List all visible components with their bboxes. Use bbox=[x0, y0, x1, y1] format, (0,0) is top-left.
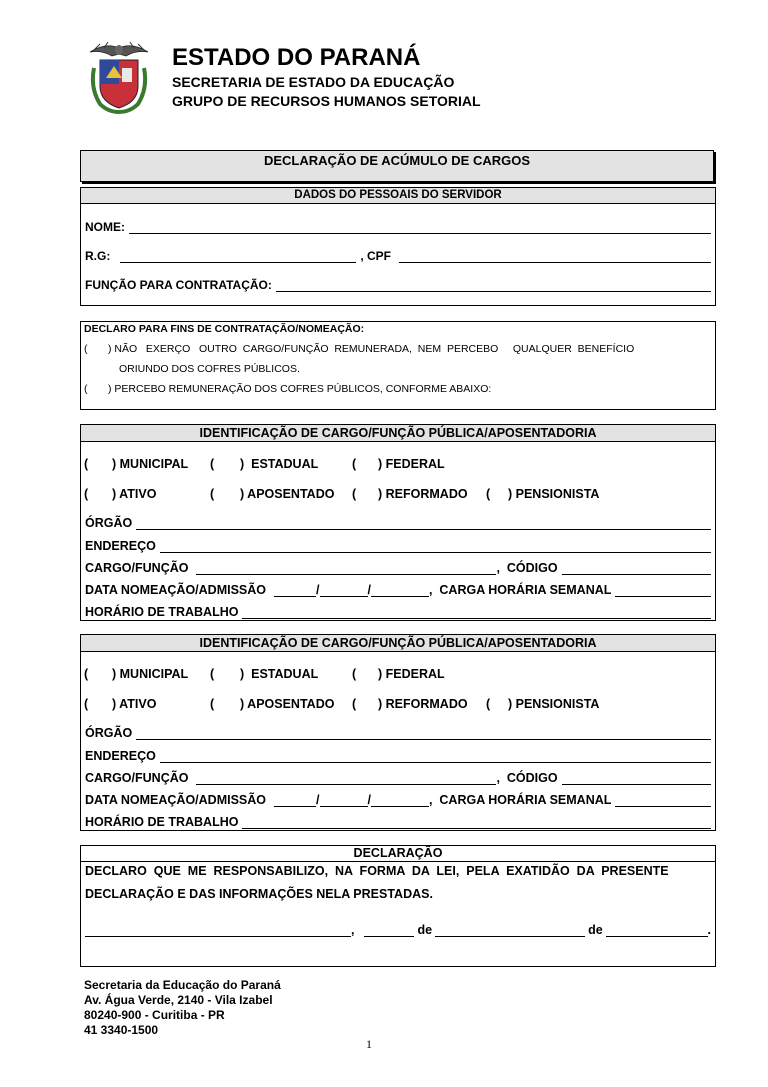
final-declaration-heading: DECLARAÇÃO bbox=[81, 846, 715, 862]
pensionista-checkbox-2[interactable]: ( bbox=[486, 697, 491, 711]
declare-heading: DECLARO PARA FINS DE CONTRATAÇÃO/NOMEAÇÃO: bbox=[84, 323, 365, 335]
carga-label-2: , CARGA HORÁRIA SEMANAL bbox=[428, 793, 612, 807]
de-label: de bbox=[417, 923, 433, 937]
endereco-label-1: ENDEREÇO bbox=[85, 539, 156, 553]
day-field-1[interactable] bbox=[274, 586, 316, 597]
declaration-options-section bbox=[80, 321, 716, 410]
aposentado-checkbox-1[interactable]: ( bbox=[210, 487, 215, 501]
cargo-section-2 bbox=[80, 634, 716, 831]
orgao-field-2[interactable] bbox=[136, 728, 711, 740]
de-label: de bbox=[588, 923, 603, 937]
reformado-label-1: ) REFORMADO bbox=[378, 487, 468, 501]
sign-month-field[interactable] bbox=[435, 926, 585, 937]
estadual-label-2: ) ESTADUAL bbox=[240, 667, 319, 681]
reformado-checkbox-1[interactable]: ( bbox=[352, 487, 357, 501]
ativo-checkbox-2[interactable]: ( bbox=[84, 697, 89, 711]
cpf-label: , CPF bbox=[360, 249, 392, 263]
endereco-label-2: ENDEREÇO bbox=[85, 749, 156, 763]
date-separator: / bbox=[316, 793, 320, 807]
carga-field-1[interactable] bbox=[615, 585, 711, 597]
municipal-checkbox-1[interactable]: ( bbox=[84, 457, 89, 471]
document-title: DECLARAÇÃO DE ACÚMULO DE CARGOS bbox=[263, 153, 531, 168]
ativo-label-2: ) ATIVO bbox=[112, 697, 157, 711]
data-nomeacao-label-1: DATA NOMEAÇÃO/ADMISSÃO bbox=[85, 583, 267, 597]
sign-year-field[interactable] bbox=[606, 925, 708, 937]
comma: , bbox=[351, 923, 355, 937]
estadual-checkbox-2[interactable]: ( bbox=[210, 667, 215, 681]
cpf-field[interactable] bbox=[399, 251, 711, 263]
name-field[interactable] bbox=[129, 222, 711, 234]
footer-address: Av. Água Verde, 2140 - Vila Izabel bbox=[84, 993, 273, 1007]
final-declaration-text-2: DECLARAÇÃO E DAS INFORMAÇÕES NELA PRESTADAS. bbox=[85, 887, 433, 901]
option-no-text: ) NÃO EXERÇO OUTRO CARGO/FUNÇÃO REMUNERADA, NEM PERCEBO QUALQUER BENEFÍCIO bbox=[108, 343, 635, 355]
horario-field-2[interactable] bbox=[242, 817, 711, 829]
federal-checkbox-2[interactable]: ( bbox=[352, 667, 357, 681]
date-separator: / bbox=[367, 793, 371, 807]
codigo-label-1: , CÓDIGO bbox=[496, 561, 558, 575]
date-separator: / bbox=[316, 583, 320, 597]
horario-field-1[interactable] bbox=[242, 607, 711, 619]
cargo-heading-2: IDENTIFICAÇÃO DE CARGO/FUNÇÃO PÚBLICA/APOSENTADORIA bbox=[81, 635, 715, 652]
date-separator: / bbox=[367, 583, 371, 597]
sign-day-field[interactable] bbox=[364, 926, 414, 937]
footer-phone: 41 3340-1500 bbox=[84, 1023, 159, 1037]
final-declaration-section bbox=[80, 845, 716, 967]
final-declaration-text-1: DECLARO QUE ME RESPONSABILIZO, NA FORMA DA LEI, PELA EXATIDÃO DA PRESENTE bbox=[85, 864, 669, 878]
rg-field[interactable] bbox=[120, 252, 356, 263]
data-nomeacao-label-2: DATA NOMEAÇÃO/ADMISSÃO bbox=[85, 793, 267, 807]
aposentado-label-2: ) APOSENTADO bbox=[240, 697, 335, 711]
cargo-heading-1: IDENTIFICAÇÃO DE CARGO/FUNÇÃO PÚBLICA/APOSENTADORIA bbox=[81, 425, 715, 442]
estadual-checkbox-1[interactable]: ( bbox=[210, 457, 215, 471]
month-field-2[interactable] bbox=[320, 796, 368, 807]
endereco-field-2[interactable] bbox=[160, 751, 711, 763]
personal-data-section bbox=[80, 187, 716, 306]
federal-label-1: ) FEDERAL bbox=[378, 457, 445, 471]
ativo-label-1: ) ATIVO bbox=[112, 487, 157, 501]
endereco-field-1[interactable] bbox=[160, 541, 711, 553]
parana-coat-of-arms bbox=[86, 38, 152, 114]
orgao-label-2: ÓRGÃO bbox=[85, 726, 133, 740]
estadual-label-1: ) ESTADUAL bbox=[240, 457, 319, 471]
function-field[interactable] bbox=[276, 280, 711, 292]
footer-postal: 80240-900 - Curitiba - PR bbox=[84, 1008, 225, 1022]
municipal-label-1: ) MUNICIPAL bbox=[112, 457, 189, 471]
cargo-funcao-label-2: CARGO/FUNÇÃO bbox=[85, 771, 189, 785]
cargo-funcao-field-1[interactable] bbox=[196, 564, 496, 575]
carga-field-2[interactable] bbox=[615, 795, 711, 807]
cargo-funcao-label-1: CARGO/FUNÇÃO bbox=[85, 561, 189, 575]
carga-label-1: , CARGA HORÁRIA SEMANAL bbox=[428, 583, 612, 597]
codigo-label-2: , CÓDIGO bbox=[496, 771, 558, 785]
option-yes-checkbox[interactable]: ( bbox=[84, 383, 88, 395]
secretariat-title: SECRETARIA DE ESTADO DA EDUCAÇÃO bbox=[172, 74, 455, 90]
function-label: FUNÇÃO PARA CONTRATAÇÃO: bbox=[85, 278, 272, 292]
document-title-box bbox=[80, 150, 714, 182]
option-no-text-cont: ORIUNDO DOS COFRES PÚBLICOS. bbox=[119, 363, 300, 375]
codigo-field-1[interactable] bbox=[562, 563, 711, 575]
year-field-2[interactable] bbox=[371, 796, 429, 807]
cargo-section-1 bbox=[80, 424, 716, 621]
period: . bbox=[707, 923, 711, 937]
rg-label: R.G: bbox=[85, 249, 111, 263]
orgao-label-1: ÓRGÃO bbox=[85, 516, 133, 530]
year-field-1[interactable] bbox=[371, 586, 429, 597]
group-title: GRUPO DE RECURSOS HUMANOS SETORIAL bbox=[172, 93, 481, 109]
pensionista-checkbox-1[interactable]: ( bbox=[486, 487, 491, 501]
pensionista-label-1: ) PENSIONISTA bbox=[508, 487, 600, 501]
reformado-label-2: ) REFORMADO bbox=[378, 697, 468, 711]
reformado-checkbox-2[interactable]: ( bbox=[352, 697, 357, 711]
page-number: 1 bbox=[366, 1037, 372, 1051]
aposentado-label-1: ) APOSENTADO bbox=[240, 487, 335, 501]
cargo-funcao-field-2[interactable] bbox=[196, 774, 496, 785]
name-label: NOME: bbox=[85, 220, 125, 234]
orgao-field-1[interactable] bbox=[136, 518, 711, 530]
municipal-label-2: ) MUNICIPAL bbox=[112, 667, 189, 681]
footer-institution: Secretaria da Educação do Paraná bbox=[84, 978, 281, 992]
ativo-checkbox-1[interactable]: ( bbox=[84, 487, 89, 501]
horario-label-2: HORÁRIO DE TRABALHO bbox=[85, 815, 239, 829]
day-field-2[interactable] bbox=[274, 796, 316, 807]
pensionista-label-2: ) PENSIONISTA bbox=[508, 697, 600, 711]
federal-label-2: ) FEDERAL bbox=[378, 667, 445, 681]
option-no-checkbox[interactable]: ( bbox=[84, 343, 88, 355]
state-title: ESTADO DO PARANÁ bbox=[172, 44, 421, 71]
option-yes-text: ) PERCEBO REMUNERAÇÃO DOS COFRES PÚBLICOS, CONFORME ABAIXO: bbox=[108, 383, 492, 395]
place-field[interactable] bbox=[85, 926, 351, 937]
month-field-1[interactable] bbox=[320, 586, 368, 597]
horario-label-1: HORÁRIO DE TRABALHO bbox=[85, 605, 239, 619]
personal-data-heading: DADOS DO PESSOAIS DO SERVIDOR bbox=[81, 188, 715, 204]
federal-checkbox-1[interactable]: ( bbox=[352, 457, 357, 471]
aposentado-checkbox-2[interactable]: ( bbox=[210, 697, 215, 711]
codigo-field-2[interactable] bbox=[562, 773, 711, 785]
municipal-checkbox-2[interactable]: ( bbox=[84, 667, 89, 681]
